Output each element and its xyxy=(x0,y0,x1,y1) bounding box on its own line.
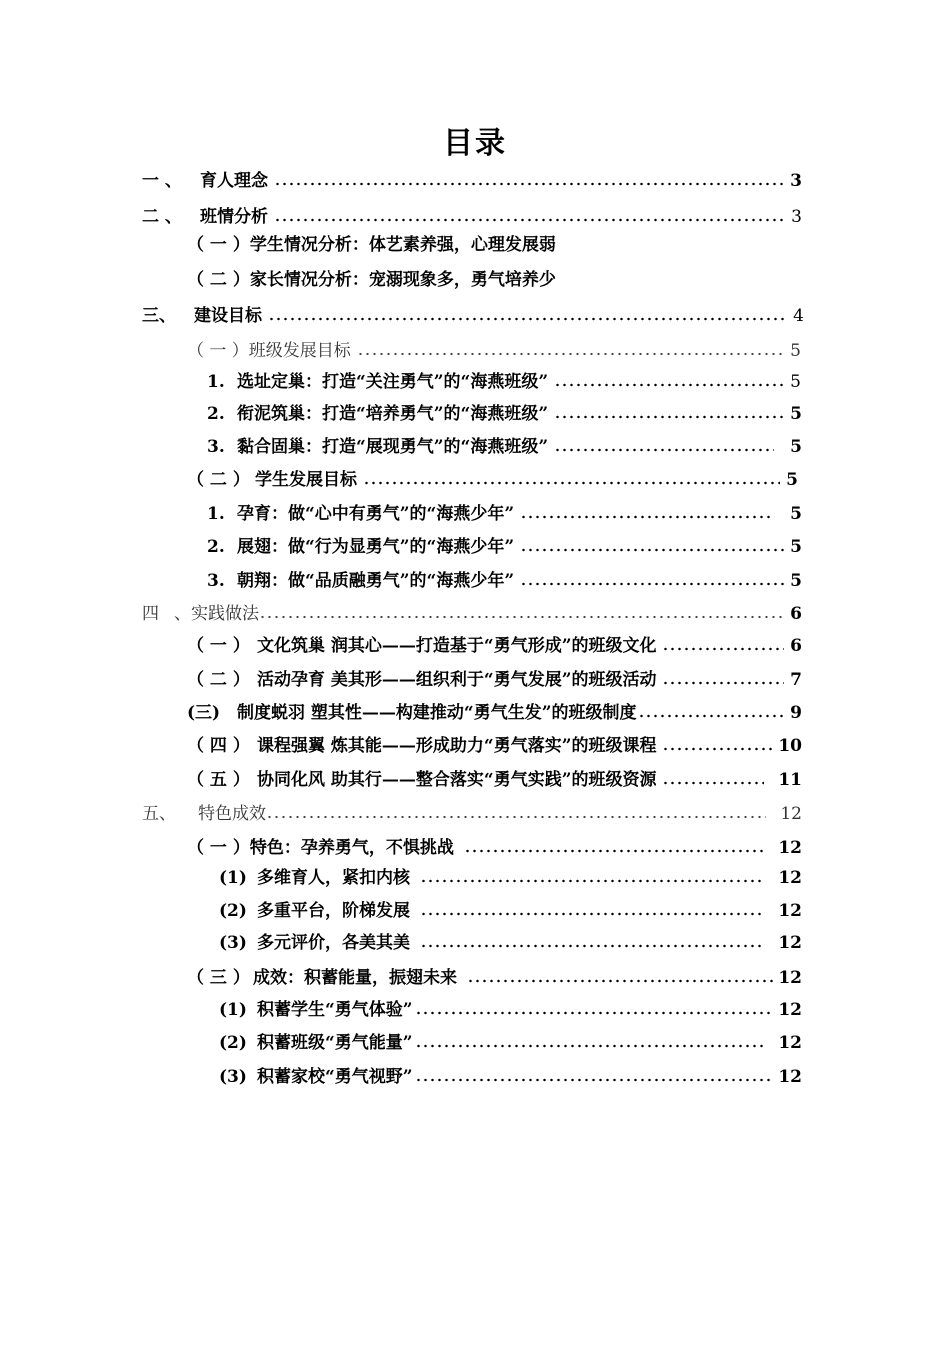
toc-entry[interactable] xyxy=(187,699,802,723)
toc-text: （ 一 ）特色：孕养勇气，不惧挑战 xyxy=(187,838,454,858)
toc-entry[interactable] xyxy=(187,732,802,756)
toc-leader xyxy=(662,747,774,751)
toc-text: 多重平台，阶梯发展 xyxy=(257,901,410,921)
toc-text: 积蓄班级“勇气能量” xyxy=(257,1033,413,1053)
toc-text: 特色成效 xyxy=(198,804,266,824)
toc-leader xyxy=(520,515,774,519)
toc-number: 1. xyxy=(207,504,225,524)
toc-entry[interactable] xyxy=(207,433,802,457)
toc-leader xyxy=(554,448,774,452)
toc-text: 展翅：做“行为显勇气”的“海燕少年” xyxy=(237,537,515,557)
toc-entry[interactable] xyxy=(219,929,802,953)
toc-text: 选址定巢：打造“关注勇气”的“海燕班级” xyxy=(237,372,549,392)
toc-leader xyxy=(268,317,786,321)
toc-text: 多元评价，各美其美 xyxy=(257,933,410,953)
toc-number: 3. xyxy=(207,571,225,591)
toc-leader xyxy=(415,1011,775,1015)
toc-leader xyxy=(420,879,764,883)
toc-page-number: 5 xyxy=(790,341,801,361)
toc-page-number: 6 xyxy=(790,636,802,656)
toc-entry[interactable] xyxy=(142,302,804,326)
toc-text: 协同化风 助其行——整合落实“勇气实践”的班级资源 xyxy=(257,770,657,790)
toc-number: （ 五 ） xyxy=(187,770,250,790)
toc-text: 活动孕育 美其形——组织利于“勇气发展”的班级活动 xyxy=(257,670,657,690)
toc-number: 一 、 xyxy=(142,171,182,191)
toc-page-number: 3 xyxy=(790,171,802,191)
toc-page-number: 3 xyxy=(791,207,802,227)
toc-leader xyxy=(520,548,784,552)
toc-text: （ 二 ）家长情况分析：宠溺现象多，勇气培养少 xyxy=(187,270,556,290)
toc-text: （ 一 ）学生情况分析：体艺素养强，心理发展弱 xyxy=(187,235,556,255)
toc-leader xyxy=(415,1078,775,1082)
toc-leader xyxy=(662,647,784,651)
toc-page-number: 5 xyxy=(790,372,801,392)
toc-entry[interactable] xyxy=(207,567,802,591)
toc-number: (1) xyxy=(219,868,247,888)
toc-number: (2) xyxy=(219,1033,247,1053)
toc-number: 2. xyxy=(207,537,225,557)
toc-number: （ 二 ） xyxy=(187,670,250,690)
toc-page-number: 5 xyxy=(786,470,798,490)
toc-page-number: 6 xyxy=(790,604,802,624)
toc-text: 育人理念 xyxy=(200,171,268,191)
toc-number: 四 xyxy=(142,604,159,624)
toc-leader xyxy=(520,582,784,586)
toc-leader xyxy=(554,415,784,419)
toc-text: 黏合固巢：打造“展现勇气”的“海燕班级” xyxy=(237,437,549,457)
toc-text: （ 一 ）班级发展目标 xyxy=(187,341,351,361)
toc-page-number: 7 xyxy=(790,670,802,690)
toc-leader xyxy=(415,1044,765,1048)
toc-entry[interactable] xyxy=(187,466,798,490)
toc-entry[interactable] xyxy=(219,897,802,921)
toc-text: 、实践做法 xyxy=(174,604,259,624)
toc-leader xyxy=(357,352,783,356)
toc-text: 多维育人，紧扣内核 xyxy=(257,868,410,888)
toc-entry[interactable] xyxy=(187,834,802,858)
toc-page-number: 12 xyxy=(778,1000,802,1020)
toc-page-number: 12 xyxy=(778,901,802,921)
toc-page-number: 12 xyxy=(778,968,802,988)
toc-page-number: 12 xyxy=(778,1033,802,1053)
toc-number: 3. xyxy=(207,437,225,457)
toc-number: 2. xyxy=(207,404,225,424)
toc-entry[interactable] xyxy=(187,337,801,361)
toc-number: （ 一 ） xyxy=(187,636,250,656)
toc-leader xyxy=(554,383,783,387)
toc-text: 积蓄学生“勇气体验” xyxy=(257,1000,413,1020)
toc-leader xyxy=(662,781,764,785)
toc-page-number: 5 xyxy=(790,504,802,524)
toc-number: (2) xyxy=(219,901,247,921)
toc-entry[interactable] xyxy=(207,533,802,557)
toc-number: 三、 xyxy=(142,306,176,326)
toc-number: （ 三 ） xyxy=(187,968,250,988)
toc-entry[interactable] xyxy=(187,266,647,290)
toc-leader xyxy=(266,815,766,819)
toc-page-number: 12 xyxy=(778,868,802,888)
toc-entry[interactable] xyxy=(187,231,647,255)
toc-leader xyxy=(259,615,784,619)
toc-leader xyxy=(420,912,764,916)
toc-page-number: 5 xyxy=(790,437,802,457)
toc-text: 学生发展目标 xyxy=(255,470,357,490)
toc-entry[interactable] xyxy=(207,400,802,424)
toc-number: （ 二 ） xyxy=(187,470,250,490)
toc-page-number: 9 xyxy=(790,703,802,723)
toc-leader xyxy=(464,849,764,853)
toc-leader xyxy=(662,681,784,685)
toc-text: 衔泥筑巢：打造“培养勇气”的“海燕班级” xyxy=(237,404,549,424)
toc-page-number: 12 xyxy=(780,804,802,824)
toc-leader xyxy=(467,979,774,983)
toc-leader xyxy=(274,182,784,186)
toc-number: 二 、 xyxy=(142,207,182,227)
toc-text: 成效：积蓄能量，振翅未来 xyxy=(253,968,457,988)
toc-entry[interactable] xyxy=(142,800,802,824)
toc-text: 朝翔：做“品质融勇气”的“海燕少年” xyxy=(237,571,515,591)
toc-page-number: 12 xyxy=(778,933,802,953)
toc-entry[interactable] xyxy=(187,964,802,988)
toc-number: (三) xyxy=(187,703,221,723)
toc-number: (3) xyxy=(219,933,247,953)
toc-page-number: 12 xyxy=(778,838,802,858)
toc-number: 五、 xyxy=(142,804,176,824)
toc-entry[interactable] xyxy=(187,632,802,656)
toc-page-number: 11 xyxy=(778,770,802,790)
toc-page-number: 12 xyxy=(778,1067,802,1087)
toc-text: 文化筑巢 润其心——打造基于“勇气形成”的班级文化 xyxy=(257,636,657,656)
toc-page-number: 5 xyxy=(790,571,802,591)
toc-entry[interactable] xyxy=(219,1029,802,1053)
toc-entry[interactable] xyxy=(219,1063,802,1087)
toc-number: （ 四 ） xyxy=(187,736,250,756)
page-title: 目录 xyxy=(443,126,507,161)
toc-leader xyxy=(420,944,764,948)
toc-entry[interactable] xyxy=(142,203,802,227)
toc-number: 1. xyxy=(207,372,225,392)
toc-text: 课程强翼 炼其能——形成助力“勇气落实”的班级课程 xyxy=(257,736,657,756)
toc-page-number: 10 xyxy=(778,736,802,756)
toc-leader xyxy=(638,714,784,718)
toc-entry[interactable] xyxy=(207,368,801,392)
toc-text: 制度蜕羽 塑其性——构建推动“勇气生发”的班级制度 xyxy=(237,703,637,723)
toc-page-number: 5 xyxy=(790,537,802,557)
toc-page-number: 5 xyxy=(790,404,802,424)
toc-text: 班情分析 xyxy=(200,207,268,227)
toc-entry[interactable] xyxy=(207,500,802,524)
toc-text: 积蓄家校“勇气视野” xyxy=(257,1067,413,1087)
toc-number: (3) xyxy=(219,1067,247,1087)
toc-leader xyxy=(274,218,784,222)
toc-leader xyxy=(363,481,780,485)
toc-text: 建设目标 xyxy=(194,306,262,326)
toc-entry[interactable] xyxy=(219,996,802,1020)
toc-entry[interactable] xyxy=(142,167,802,191)
toc-entry[interactable] xyxy=(187,666,802,690)
toc-entry[interactable] xyxy=(187,766,802,790)
toc-entry[interactable] xyxy=(142,600,802,624)
toc-page-number: 4 xyxy=(793,306,804,326)
toc-entry[interactable] xyxy=(219,864,802,888)
toc-number: (1) xyxy=(219,1000,247,1020)
toc-text: 孕育：做“心中有勇气”的“海燕少年” xyxy=(237,504,515,524)
